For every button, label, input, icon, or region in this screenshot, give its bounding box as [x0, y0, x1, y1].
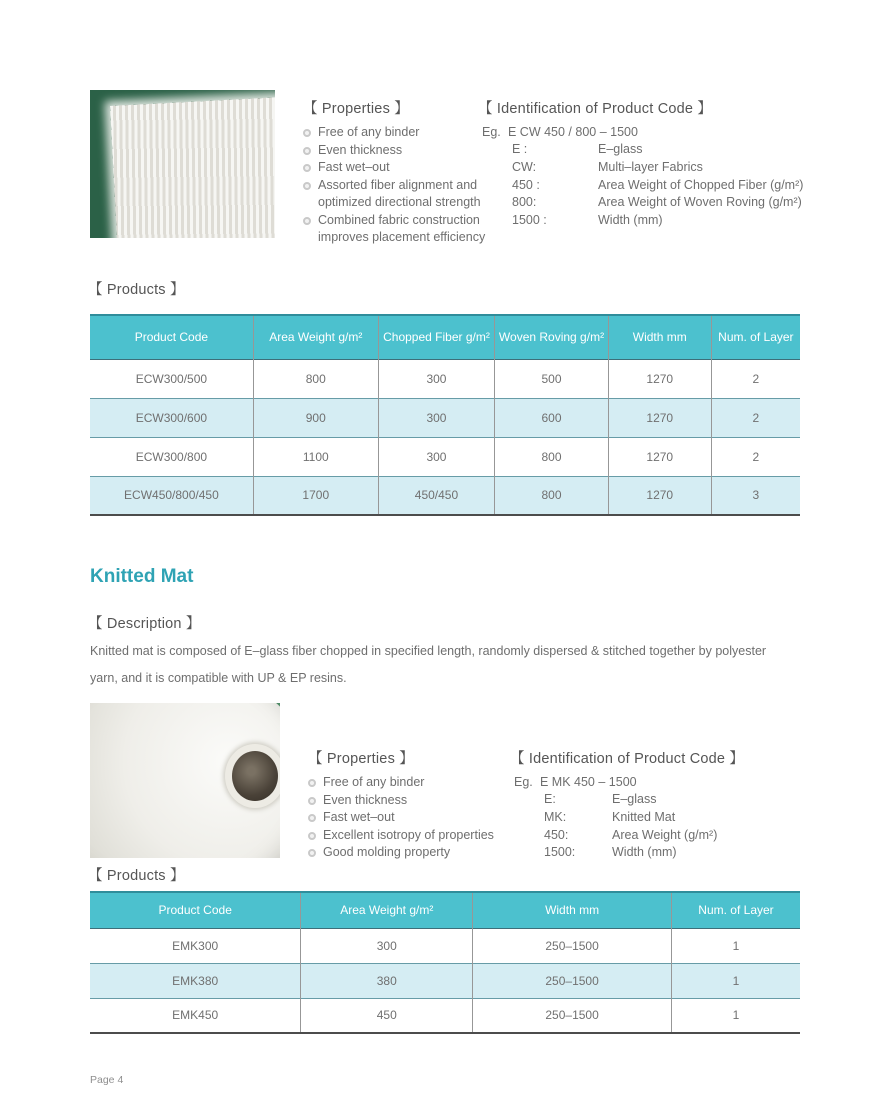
- table-row: [90, 398, 800, 437]
- identification-row: [510, 844, 810, 862]
- bullet-icon: [308, 779, 316, 787]
- property-text: Free of any binder: [323, 775, 425, 789]
- code-label: 450:: [544, 827, 569, 842]
- products-table: [90, 891, 800, 1034]
- identification-heading: 【 Identification of Product Code 】: [478, 101, 713, 117]
- table-cell: 250–1500: [473, 963, 672, 998]
- table-cell: 300: [378, 437, 494, 476]
- bullet-icon: [308, 849, 316, 857]
- roll-core: [232, 751, 278, 801]
- code-description: Multi–layer Fabrics: [598, 159, 703, 174]
- column-header: Product Code: [90, 315, 253, 359]
- bullet-icon: [303, 129, 311, 137]
- multilayer-properties-block: [303, 97, 495, 247]
- property-text: Even thickness: [323, 792, 408, 807]
- identification-example-row: [478, 123, 823, 141]
- table-cell: 250–1500: [473, 998, 672, 1033]
- property-item: [303, 212, 495, 247]
- table-cell: 1: [671, 998, 800, 1033]
- identification-row: [478, 177, 823, 195]
- table-cell: 300: [378, 359, 494, 398]
- column-header: Width mm: [608, 315, 711, 359]
- code-label: MK:: [544, 809, 567, 824]
- property-item: [308, 792, 523, 810]
- code-description: E–glass: [598, 142, 643, 156]
- example-label: Eg.: [482, 125, 501, 139]
- column-header: Area Weight g/m²: [301, 892, 473, 928]
- code-label: 450 :: [512, 177, 540, 192]
- table-cell: 3: [711, 476, 800, 515]
- table-cell: 1100: [253, 437, 378, 476]
- table-row: [90, 359, 800, 398]
- table-cell: 1270: [608, 476, 711, 515]
- products-heading: 【 Products 】: [88, 868, 185, 884]
- table-cell: EMK380: [172, 973, 219, 988]
- table-cell: 2: [711, 359, 800, 398]
- property-text: Even thickness: [318, 142, 403, 157]
- bullet-icon: [308, 797, 316, 805]
- properties-heading: 【 Properties 】: [303, 101, 409, 117]
- property-text: Combined fabric construction improves placement efficiency: [318, 212, 486, 244]
- table-cell: ECW300/800: [135, 449, 208, 464]
- identification-row: [478, 141, 823, 159]
- column-header: Num. of Layer: [671, 892, 800, 928]
- column-header: Woven Roving g/m²: [495, 315, 609, 359]
- table-cell: 1700: [253, 476, 378, 515]
- property-item: [303, 142, 495, 160]
- column-header: Chopped Fiber g/m²: [378, 315, 494, 359]
- products-heading: 【 Products 】: [88, 282, 185, 298]
- code-description: Width (mm): [612, 845, 677, 860]
- table-row: [90, 437, 800, 476]
- table-cell: EMK300: [172, 938, 219, 953]
- table-cell: 900: [253, 398, 378, 437]
- bullet-icon: [303, 217, 311, 225]
- multilayer-identification-block: [478, 97, 823, 230]
- knitted-mat-photo: [90, 703, 280, 858]
- property-item: [308, 809, 523, 827]
- identification-row: [478, 194, 823, 212]
- code-label: 1500:: [544, 845, 576, 860]
- table-cell: ECW300/500: [135, 371, 208, 386]
- property-text: Good molding property: [323, 845, 451, 859]
- page-number: Page 4: [90, 1074, 124, 1086]
- properties-list: [303, 124, 495, 247]
- bullet-icon: [303, 147, 311, 155]
- code-label: E:: [544, 792, 556, 806]
- code-label: 800:: [512, 195, 537, 210]
- code-label: 1500 :: [512, 213, 547, 228]
- identification-row: [478, 159, 823, 177]
- identification-row: [510, 827, 810, 845]
- table-cell: ECW300/600: [135, 410, 208, 425]
- identification-example-row: [510, 773, 810, 791]
- table-cell: 600: [495, 398, 609, 437]
- property-item: [303, 124, 495, 142]
- example-value: E MK 450 – 1500: [540, 775, 637, 789]
- table-cell: 250–1500: [473, 928, 672, 963]
- table-cell: 450: [301, 998, 473, 1033]
- table-cell: 300: [301, 928, 473, 963]
- property-text: Assorted fiber alignment and optimized directional strength: [318, 177, 481, 209]
- table-cell: ECW450/800/450: [124, 488, 219, 503]
- properties-list: [308, 774, 523, 862]
- products-table: [90, 314, 800, 516]
- identification-heading: 【 Identification of Product Code 】: [510, 751, 745, 767]
- table-cell: 800: [495, 476, 609, 515]
- bullet-icon: [303, 182, 311, 190]
- identification-rows: [478, 141, 823, 230]
- table-row: [90, 476, 800, 515]
- table-cell: 2: [711, 398, 800, 437]
- identification-row: [510, 791, 810, 809]
- property-text: Fast wet–out: [323, 810, 395, 824]
- table-row: [90, 963, 800, 998]
- table-header-row: [90, 892, 800, 928]
- property-item: [308, 774, 523, 792]
- table-cell: 300: [378, 398, 494, 437]
- table-cell: 380: [301, 963, 473, 998]
- code-description: Knitted Mat: [612, 809, 676, 824]
- code-label: E :: [512, 142, 528, 156]
- identification-rows: [510, 791, 810, 862]
- identification-row: [510, 809, 810, 827]
- properties-heading: 【 Properties 】: [308, 751, 414, 767]
- table-cell: 800: [495, 437, 609, 476]
- description-text: Knitted mat is composed of E–glass fiber chopped in specified length, randomly dispersed & stitched together by polyester yarn, and it is compatible with UP & EP resins.: [90, 644, 767, 685]
- table-cell: 450/450: [378, 476, 494, 515]
- property-text: Fast wet–out: [318, 160, 390, 174]
- property-item: [308, 827, 523, 845]
- identification-row: [478, 212, 823, 230]
- table-cell: 1270: [608, 359, 711, 398]
- knitted-properties-block: [308, 747, 523, 862]
- bullet-icon: [308, 832, 316, 840]
- code-description: Width (mm): [598, 213, 663, 228]
- bullet-icon: [303, 164, 311, 172]
- table-cell: EMK450: [172, 1008, 219, 1023]
- knitted-mat-title: Knitted Mat: [90, 566, 194, 587]
- table-row: [90, 928, 800, 963]
- column-header: Area Weight g/m²: [253, 315, 378, 359]
- table-row: [90, 998, 800, 1033]
- fabric-texture: [110, 96, 275, 238]
- code-description: Area Weight of Woven Roving (g/m²): [598, 195, 802, 210]
- code-description: Area Weight (g/m²): [612, 827, 718, 842]
- multilayer-products-table: [90, 314, 800, 516]
- multilayer-fabric-photo: [90, 90, 275, 238]
- code-description: Area Weight of Chopped Fiber (g/m²): [598, 177, 804, 192]
- table-cell: 1: [671, 963, 800, 998]
- column-header: Product Code: [90, 892, 301, 928]
- table-cell: 1: [671, 928, 800, 963]
- property-text: Excellent isotropy of properties: [323, 827, 494, 842]
- code-description: E–glass: [612, 792, 657, 806]
- table-cell: 1270: [608, 437, 711, 476]
- property-item: [303, 177, 495, 212]
- code-label: CW:: [512, 159, 537, 174]
- knitted-products-table: [90, 891, 800, 1034]
- bullet-icon: [308, 814, 316, 822]
- example-value: E CW 450 / 800 – 1500: [508, 125, 638, 139]
- column-header: Num. of Layer: [711, 315, 800, 359]
- table-header-row: [90, 315, 800, 359]
- table-cell: 2: [711, 437, 800, 476]
- example-label: Eg.: [514, 775, 533, 789]
- property-item: [308, 844, 523, 862]
- property-text: Free of any binder: [318, 125, 420, 139]
- property-item: [303, 159, 495, 177]
- knitted-identification-block: [510, 747, 810, 862]
- table-cell: 500: [495, 359, 609, 398]
- table-cell: 800: [253, 359, 378, 398]
- table-cell: 1270: [608, 398, 711, 437]
- description-heading: 【 Description 】: [88, 616, 201, 632]
- column-header: Width mm: [473, 892, 672, 928]
